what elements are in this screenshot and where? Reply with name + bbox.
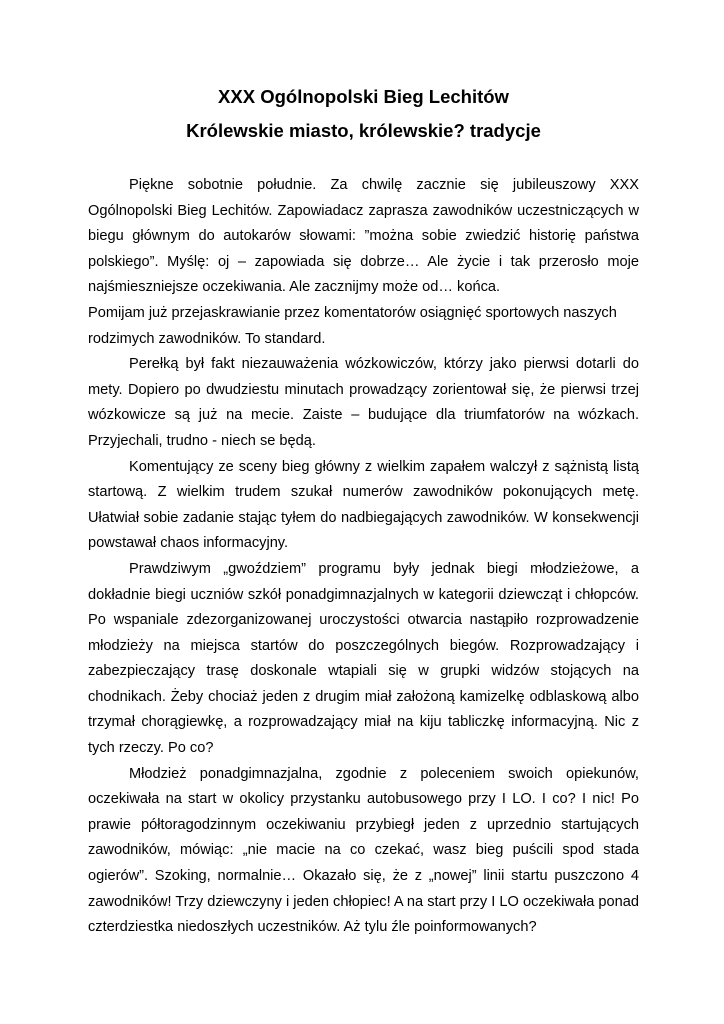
paragraph-2: Pomijam już przejaskrawianie przez komentatorów osiągnięć sportowych naszych rodzimych zawodników. To standard. — [88, 304, 617, 347]
document-title: XXX Ogólnopolski Bieg Lechitów — [218, 86, 509, 107]
document-body — [88, 173, 639, 941]
paragraph-1: Piękne sobotnie południe. Za chwilę zacznie się jubileuszowy XXX Ogólnopolski Bieg Lechitów. Zapowiadacz zaprasza zawodników uczestniczących w biegu głównym do autokarów słowami: ”można sobie zwiedzić historię państwa polskiego”. Myślę: oj – zapowiada się dobrze… Ale życie i tak przerosło moje najśmieszniejsze oczekiwania. Ale zacznijmy może od… końca. — [88, 177, 639, 296]
paragraph-6: Młodzież ponadgimnazjalna, zgodnie z poleceniem swoich opiekunów, oczekiwała na start w okolicy przystanku autobusowego przy I LO. I co? I nic! Po prawie półtoragodzinnym oczekiwaniu przybiegł jeden z uprzednio startujących zawodników, mówiąc: „nie macie na co czekać, wasz bieg puścili spod stada ogierów”. Szoking, normalnie… Okazało się, że z „nowej” linii startu puszczono 4 zawodników! Trzy dziewczyny i jeden chłopiec! A na start przy I LO oczekiwała ponad czterdziestka niedoszłych uczestników. Aż tylu źle poinformowanych? — [88, 765, 639, 936]
document-page — [88, 80, 639, 941]
document-subtitle: Królewskie miasto, królewskie? tradycje — [186, 120, 541, 141]
paragraph-4: Komentujący ze sceny bieg główny z wielkim zapałem walczył z sążnistą listą startową. Z wielkim trudem szukał numerów zawodników pokonujących metę. Ułatwiał sobie zadanie stając tyłem do nadbiegających zawodników. W konsekwencji powstawał chaos informacyjny. — [88, 458, 639, 552]
paragraph-5: Prawdziwym „gwoździem” programu były jednak biegi młodzieżowe, a dokładnie biegi uczniów szkół ponadgimnazjalnych w kategorii dziewcząt i chłopców. Po wspaniale zdezorganizowanej uroczystości otwarcia nastąpiło rozprowadzenie młodzieży na miejsca startów do poszczególnych biegów. Rozprowadzający i zabezpieczający trasę doskonale wtapiali się w grupki widzów stojących na chodnikach. Żeby chociaż jeden z drugim miał założoną kamizelkę odblaskową albo trzymał chorągiewkę, a rozprowadzający miał na kiju tabliczkę informacyjną. Nic z tych rzeczy. Po co? — [88, 560, 639, 757]
paragraph-3: Perełką był fakt niezauważenia wózkowiczów, którzy jako pierwsi dotarli do mety. Dopiero po dwudziestu minutach prowadzący zorientował się, że pierwsi trzej wózkowicze są już na mecie. Zaiste – budujące dla triumfatorów na wózkach. Przyjechali, trudno - niech se będą. — [88, 356, 639, 449]
